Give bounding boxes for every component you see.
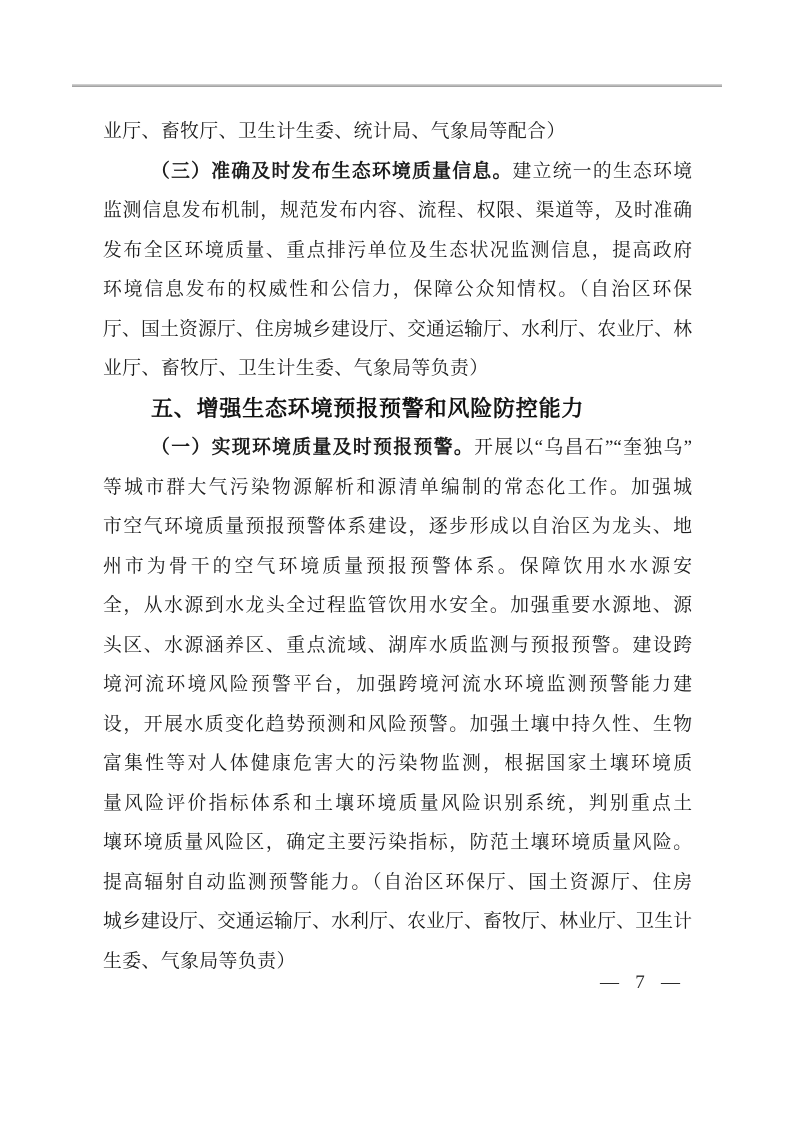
footer-number: 7 [635,972,645,993]
text-run: 等城市群大气污染物源解析和源清单编制的常态化工作。加强城 [103,476,692,498]
para1-first-line [103,428,692,468]
text-run: 提高辐射自动监测预警能力。（自治区环保厅、国土资源厅、住房 [103,871,692,893]
text-line [103,863,692,903]
text-run: 监测信息发布机制，规范发布内容、流程、权限、渠道等，及时准确 [103,200,692,221]
text-run: 生委、气象局等负责） [103,950,296,972]
text-run: 城乡建设厅、交通运输厅、水利厅、农业厅、畜牧厅、林业厅、卫生计 [103,911,692,932]
text-run: 厅、国土资源厅、住房城乡建设厅、交通运输厅、水利厅、农业厅、林 [103,318,692,340]
header-rule [72,84,722,87]
footer-dash-left: — [600,972,619,993]
text-line [103,231,692,271]
text-line [103,507,692,547]
text-line [103,665,692,705]
text-run: 设，开展水质变化趋势预测和风险预警。加强土壤中持久性、生物 [103,713,692,735]
para3-end [103,349,692,389]
document-body [103,112,692,981]
text-run: 州市为骨干的空气环境质量预报预警体系。保障饮用水水源安 [103,555,692,577]
text-line [103,823,692,863]
para-cooperate-end [103,112,692,152]
text-run: 建立统一的生态环境 [512,160,693,182]
text-run: 发布全区环境质量、重点排污单位及生态状况监测信息，提高政府 [103,239,692,261]
text-run: 境河流环境风险预警平台，加强跨境河流水环境监测预警能力建 [103,674,692,695]
text-line [103,744,692,784]
bold-run: 五、增强生态环境预报预警和风险防控能力 [151,395,585,421]
bold-run: （一）实现环境质量及时预报预警。 [151,437,475,458]
footer-dash-right: — [661,972,680,993]
page-number [600,972,680,994]
text-run: 头区、水源涵养区、重点流域、湖库水质监测与预报预警。建设跨 [103,634,692,656]
bold-run: （三）准确及时发布生态环境质量信息。 [151,160,513,182]
text-run: 环境信息发布的权威性和公信力，保障公众知情权。（自治区环保 [103,279,692,300]
text-line [103,902,692,942]
text-run: 开展以“乌昌石”“奎独乌” [474,437,693,458]
text-line [103,191,692,231]
text-line [103,705,692,745]
text-run: 业厅、畜牧厅、卫生计生委、气象局等负责） [103,358,489,379]
text-line [103,547,692,587]
text-line [103,310,692,350]
text-run: 业厅、畜牧厅、卫生计生委、统计局、气象局等配合） [103,121,566,142]
text-line [103,270,692,310]
section-heading [103,389,692,429]
text-run: 量风险评价指标体系和土壤环境质量风险识别系统，判别重点土 [103,792,692,814]
text-run: 壤环境质量风险区，确定主要污染指标，防范土壤环境质量风险。 [103,832,692,853]
text-run: 市空气环境质量预报预警体系建设，逐步形成以自治区为龙头、地 [103,516,692,537]
text-run: 全，从水源到水龙头全过程监管饮用水安全。加强重要水源地、源 [103,595,692,616]
text-line [103,586,692,626]
text-run: 富集性等对人体健康危害大的污染物监测，根据国家土壤环境质 [103,753,692,774]
text-line [103,626,692,666]
text-line [103,468,692,508]
text-line [103,784,692,824]
para3-first-line [103,152,692,192]
